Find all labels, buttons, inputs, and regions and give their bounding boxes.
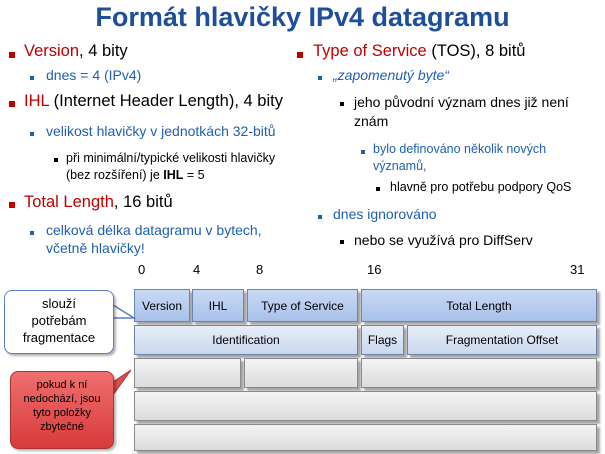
bit-tick-31: 31	[570, 262, 585, 277]
callout-text: potřebám	[31, 313, 87, 328]
callout-blue-pointer	[113, 305, 134, 318]
page-title: Formát hlavičky IPv4 datagramu	[95, 2, 510, 32]
tos-new-line1: bylo definováno několik nových	[373, 142, 547, 156]
callout-text: zbytečné	[39, 421, 85, 433]
callout-fragmentation	[4, 290, 114, 354]
callout-text: pokud k ní	[36, 379, 88, 391]
ihl-note-line2: (bez rozšíření) je IHL = 5	[66, 168, 205, 182]
tos-label: Type of Service	[313, 42, 427, 60]
version-item: Version, 4 bity	[24, 42, 128, 60]
tos-ignored: dnes ignorováno	[333, 206, 437, 222]
total-length-desc-line2: včetně hlavičky!	[46, 240, 145, 256]
ihl-desc: velikost hlavičky v jednotkách 32-bitů	[46, 123, 276, 139]
total-length-label: Total Length	[24, 193, 114, 211]
field-identification: Identification	[134, 325, 358, 355]
callout-text: slouží	[42, 296, 76, 311]
callout-red-pointer	[113, 370, 131, 395]
tos-diffserv: nebo se využívá pro DiffServ	[354, 232, 533, 248]
ihl-label: IHL	[24, 92, 50, 110]
tos-new-line2: významů,	[373, 159, 427, 173]
total-length-item: Total Length, 16 bitů	[24, 193, 173, 211]
tos-desc: „zapomenutý byte“	[333, 67, 449, 83]
tos-note-line1: jeho původní význam dnes již není	[354, 94, 569, 110]
total-length-desc-line1: celková délka datagramu v bytech,	[46, 222, 262, 238]
tos-item: Type of Service (TOS), 8 bitů	[313, 42, 526, 60]
version-label: Version	[24, 42, 80, 60]
field-total-length: Total Length	[361, 289, 597, 322]
field-flags: Flags	[361, 325, 404, 355]
field-fragment-offset: Fragmentation Offset	[407, 325, 597, 355]
bit-tick-0: 0	[138, 262, 146, 277]
bit-tick-4: 4	[193, 262, 201, 277]
ihl-item: IHL (Internet Header Length), 4 bity	[24, 92, 283, 110]
bit-tick-16: 16	[367, 262, 382, 277]
tos-qos: hlavně pro potřebu podpory QoS	[390, 180, 572, 194]
version-desc: dnes = 4 (IPv4)	[46, 67, 142, 83]
ihl-note-line1: při minimální/typické velikosti hlavičky	[66, 151, 276, 165]
field-ihl: IHL	[192, 289, 244, 322]
callout-text: tyto položky	[32, 407, 92, 419]
bit-tick-8: 8	[256, 262, 264, 277]
callout-unused	[10, 371, 114, 449]
field-version: Version	[134, 289, 190, 322]
callout-text: fragmentace	[22, 330, 96, 345]
tos-note-line2: znám	[354, 113, 389, 129]
callout-text: nedochází, jsou	[23, 393, 101, 405]
field-tos: Type of Service	[247, 289, 358, 322]
